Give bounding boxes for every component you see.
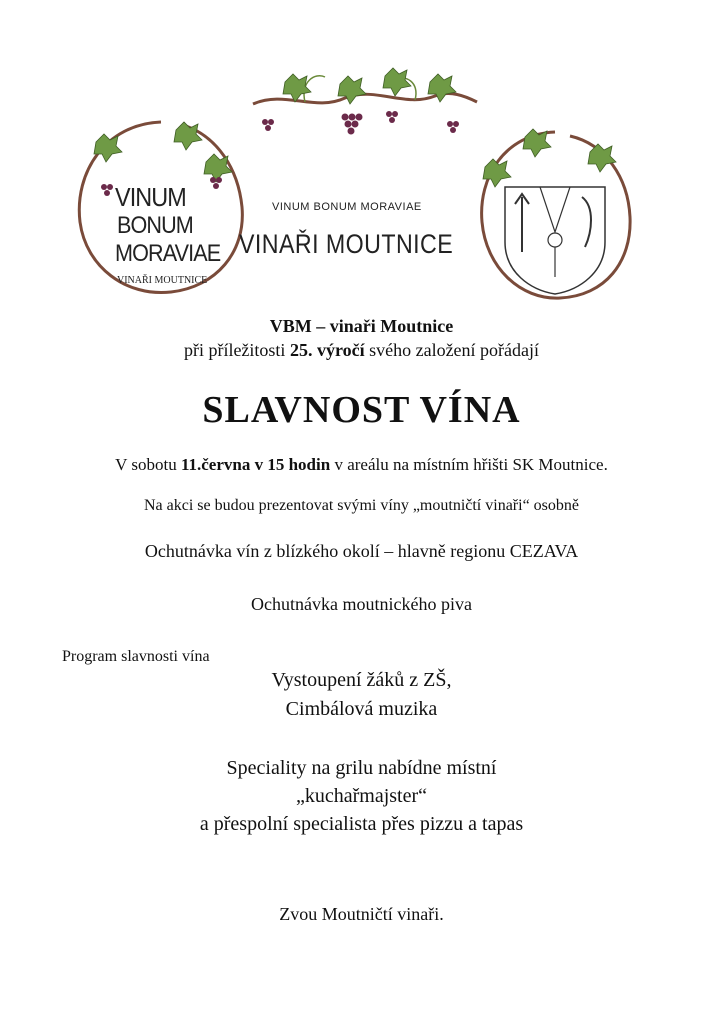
program-label: Program slavnosti vína [62,648,210,665]
grape-vine-illustration [245,62,485,162]
wine-tasting-line: Ochutnávka vín z blízkého okolí – hlavně regionu CEZAVA [144,541,579,561]
program-item-2: Cimbálová muzika [285,698,438,720]
logo-text-moraviae: MORAVIAE [115,240,221,267]
org-name: VINAŘI MOUTNICE [239,229,454,259]
org-subtitle: VINUM BONUM MORAVIAE [272,201,422,213]
presentation-line: Na akci se budou prezentovat svými víny „moutničtí vinaři“ osobně [144,497,579,514]
occasion-line: při příležitosti 25. výročí svého založení pořádají [183,340,540,360]
coat-of-arms-emblem [470,122,640,312]
beer-tasting-line: Ochutnávka moutnického piva [251,594,472,614]
program-item-1: Vystoupení žáků z ZŠ, [271,669,452,691]
food-line-3: a přespolní specialista přes pizzu a tapas [199,813,524,835]
event-title: SLAVNOST VÍNA [202,389,521,431]
food-line-1: Speciality na grilu nabídne místní [226,757,497,779]
logo-text-bonum: BONUM [117,212,193,239]
logo-caption: VINAŘI MOUTNICE [117,275,208,286]
organizer-line: VBM – vinaři Moutnice [269,316,454,336]
event-date-line: V sobotu 11.června v 15 hodin v areálu na místním hřišti SK Moutnice. [115,455,608,474]
closing-line: Zvou Moutničtí vinaři. [279,904,444,924]
food-line-2: „kuchařmajster“ [295,785,428,807]
logo-text-vinum: VINUM [115,182,186,212]
